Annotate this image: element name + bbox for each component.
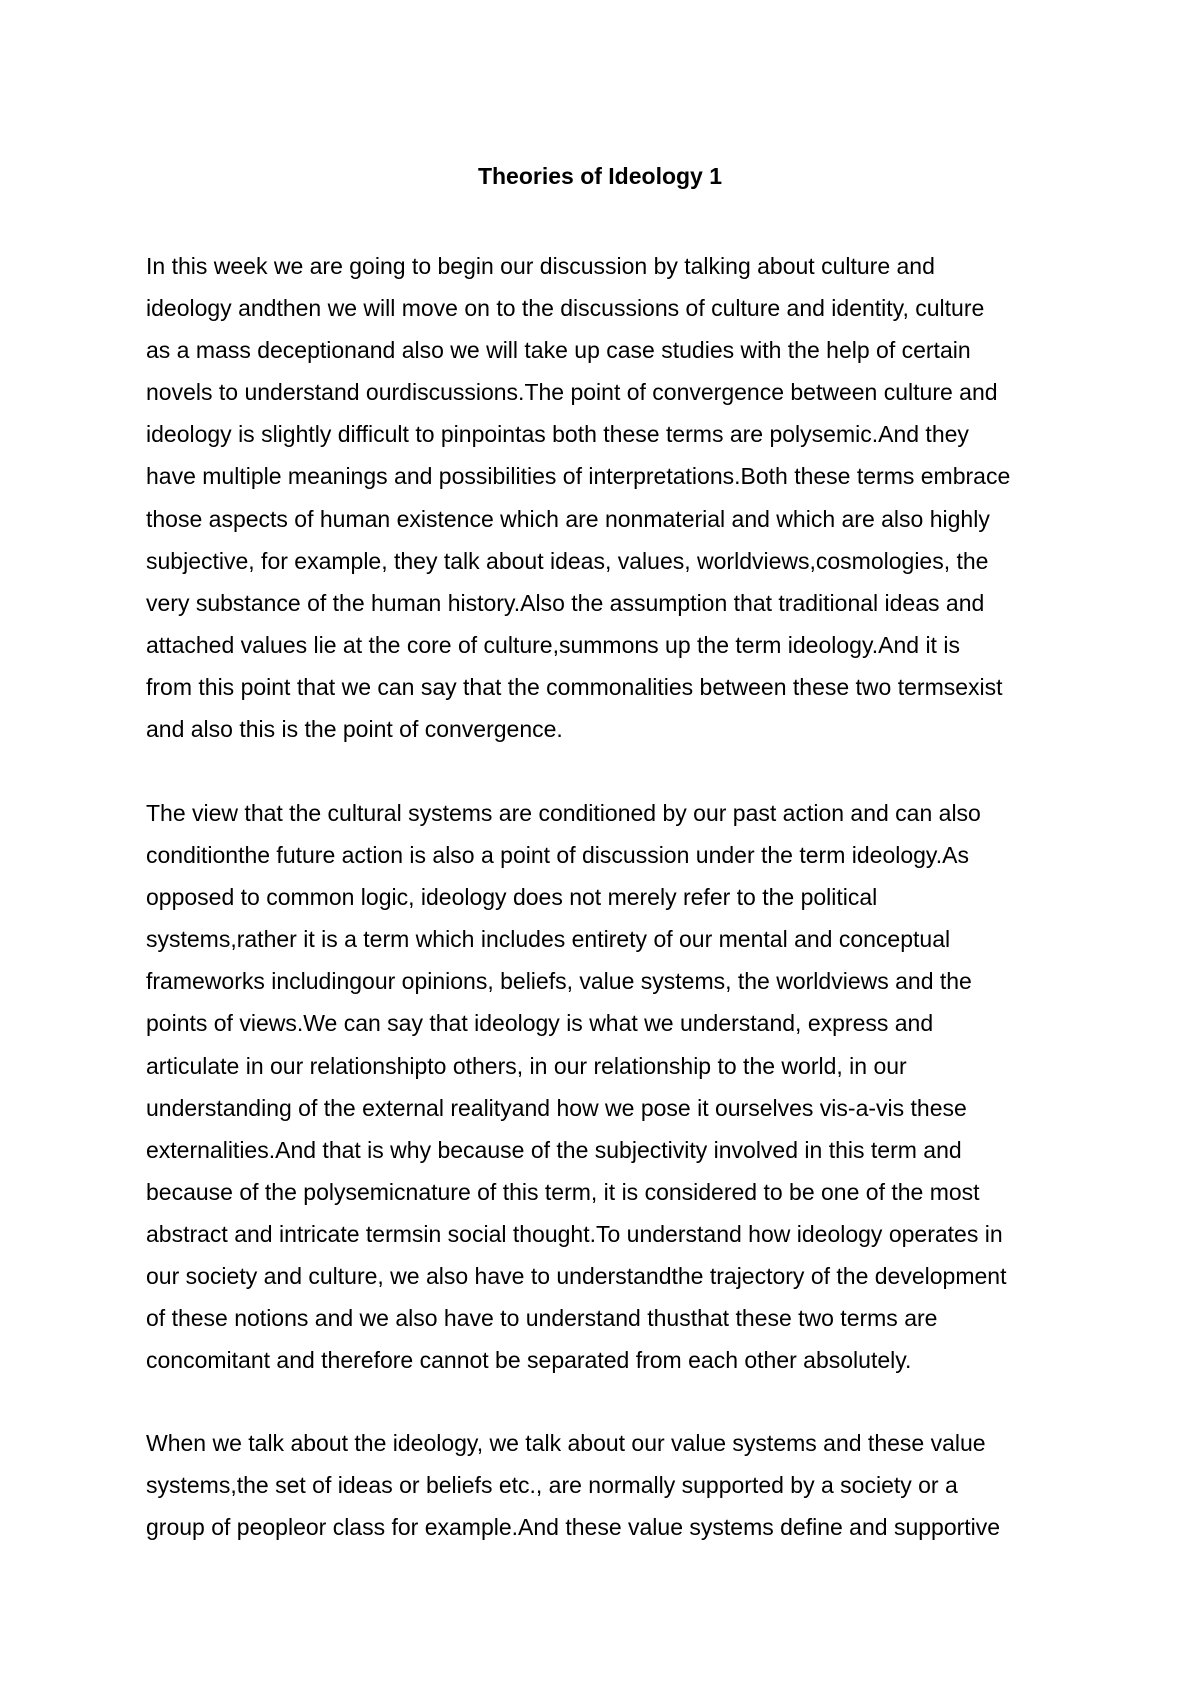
text-line: attached values lie at the core of culture,summons up the term ideology.And it is bbox=[146, 631, 960, 658]
text-line: have multiple meanings and possibilities of interpretations.Both these terms embrace bbox=[146, 463, 1011, 490]
text-line: because of the polysemicnature of this term, it is considered to be one of the most bbox=[146, 1178, 980, 1205]
text-line: group of peopleor class for example.And these value systems define and supportive bbox=[146, 1514, 1001, 1541]
text-line: opposed to common logic, ideology does not merely refer to the political bbox=[146, 884, 878, 911]
text-line: concomitant and therefore cannot be separated from each other absolutely. bbox=[146, 1347, 912, 1374]
text-line: ideology andthen we will move on to the discussions of culture and identity, culture bbox=[146, 295, 985, 322]
text-line: points of views.We can say that ideology is what we understand, express and bbox=[146, 1010, 934, 1037]
document-title: Theories of Ideology 1 bbox=[477, 163, 723, 189]
text-line: novels to understand ourdiscussions.The point of convergence between culture and bbox=[146, 379, 998, 406]
text-line: externalities.And that is why because of the subjectivity involved in this term and bbox=[146, 1136, 962, 1163]
text-line: those aspects of human existence which are nonmaterial and which are also highly bbox=[146, 505, 990, 532]
text-line: subjective, for example, they talk about ideas, values, worldviews,cosmologies, the bbox=[146, 547, 989, 574]
text-line: systems,the set of ideas or beliefs etc., are normally supported by a society or a bbox=[146, 1472, 958, 1499]
text-line: systems,rather it is a term which includes entirety of our mental and conceptual bbox=[146, 926, 951, 953]
text-line: When we talk about the ideology, we talk about our value systems and these value bbox=[146, 1430, 986, 1456]
text-line: of these notions and we also have to understand thusthat these two terms are bbox=[146, 1305, 938, 1332]
text-line: articulate in our relationshipto others, in our relationship to the world, in our bbox=[146, 1052, 907, 1079]
text-line: conditionthe future action is also a point of discussion under the term ideology.As bbox=[146, 842, 969, 869]
paragraph-1 bbox=[146, 245, 1076, 750]
text-line: from this point that we can say that the commonalities between these two termsexist bbox=[146, 673, 1003, 700]
text-line: ideology is slightly difficult to pinpointas both these terms are polysemic.And they bbox=[146, 421, 969, 448]
text-line: very substance of the human history.Also the assumption that traditional ideas and bbox=[146, 589, 985, 616]
text-line: frameworks includingour opinions, beliefs, value systems, the worldviews and the bbox=[146, 968, 972, 995]
text-line: as a mass deceptionand also we will take up case studies with the help of certain bbox=[146, 337, 971, 364]
text-line: In this week we are going to begin our discussion by talking about culture and bbox=[146, 253, 935, 279]
paragraph-2 bbox=[146, 792, 1076, 1381]
text-line: our society and culture, we also have to understandthe trajectory of the development bbox=[146, 1263, 1007, 1290]
text-line: and also this is the point of convergence. bbox=[146, 716, 563, 743]
text-line: understanding of the external realityand how we pose it ourselves vis-a-vis these bbox=[146, 1094, 967, 1121]
text-line: The view that the cultural systems are conditioned by our past action and can also bbox=[146, 800, 981, 826]
text-line: abstract and intricate termsin social thought.To understand how ideology operates in bbox=[146, 1220, 1003, 1247]
paragraph-3 bbox=[146, 1422, 1076, 1548]
